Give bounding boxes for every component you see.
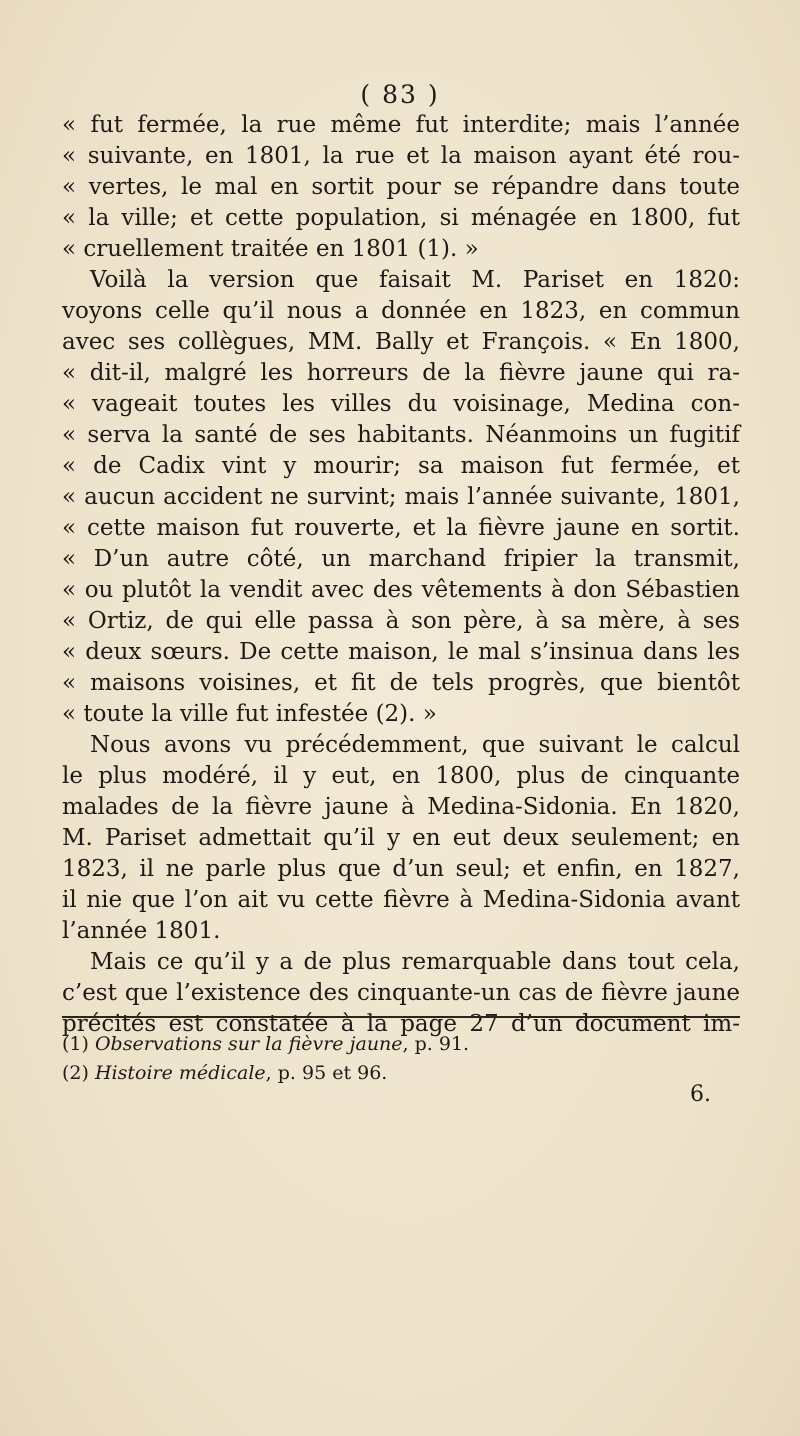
text-line: Voilà la version que faisait M. Pariset en 1820:: [90, 267, 740, 293]
text-line: « Ortiz, de qui elle passa à son père, à sa mère, à ses: [62, 608, 740, 634]
text-line: 1823, il ne parle plus que d’un seul; et enfin, en 1827,: [62, 856, 740, 882]
text-line: « D’un autre côté, un marchand fripier la transmit,: [62, 546, 740, 572]
text-line: « cruellement traitée en 1801 (1). »: [62, 236, 479, 262]
text-line: c’est que l’existence des cinquante-un cas de fièvre jaune: [62, 980, 740, 1006]
text-line: voyons celle qu’il nous a donnée en 1823, en commun: [62, 298, 740, 324]
text-line: « cette maison fut rouverte, et la fièvre jaune en sortit.: [62, 515, 740, 541]
text-line: « suivante, en 1801, la rue et la maison ayant été rou-: [62, 143, 740, 169]
text-line: l’année 1801.: [62, 918, 221, 944]
text-line: M. Pariset admettait qu’il y en eut deux seulement; en: [62, 825, 740, 851]
text-line: « fut fermée, la rue même fut interdite; mais l’année: [62, 112, 740, 138]
text-line: « serva la santé de ses habitants. Néanmoins un fugitif: [62, 422, 740, 448]
text-line: Mais ce qu’il y a de plus remarquable dans tout cela,: [90, 949, 740, 975]
page-number: ( 83 ): [360, 80, 440, 109]
signature-mark: 6.: [690, 1082, 711, 1107]
text-line: « vertes, le mal en sortit pour se répandre dans toute: [62, 174, 740, 200]
text-line: précités est constatée à la page 27 d’un document im-: [62, 1011, 740, 1037]
text-line: « vageait toutes les villes du voisinage, Medina con-: [62, 391, 740, 417]
text-line: « ou plutôt la vendit avec des vêtements à don Sébastien: [62, 577, 740, 603]
text-line: « maisons voisines, et fit de tels progrès, que bientôt: [62, 670, 740, 696]
text-line: Nous avons vu précédemment, que suivant le calcul: [90, 732, 740, 758]
footnote-title: Histoire médicale: [94, 1062, 266, 1084]
text-line: malades de la fièvre jaune à Medina-Sidonia. En 1820,: [62, 794, 740, 820]
text-line: « de Cadix vint y mourir; sa maison fut fermée, et: [62, 453, 740, 479]
text-line: « la ville; et cette population, si ménagée en 1800, fut: [62, 205, 740, 231]
text-line: avec ses collègues, MM. Bally et François. « En 1800,: [62, 329, 740, 355]
footnotes: [62, 1030, 740, 1088]
footnote-title: Observations sur la fièvre jaune: [94, 1033, 403, 1055]
footnote-2: [62, 1059, 740, 1088]
text-line: le plus modéré, il y eut, en 1800, plus de cinquante: [62, 763, 740, 789]
footnote-ref: , p. 95 et 96.: [265, 1062, 388, 1084]
footnote-marker: (2): [62, 1062, 89, 1084]
text-line: « toute la ville fut infestée (2). »: [62, 701, 437, 727]
footnote-1: [62, 1030, 740, 1059]
text-line: il nie que l’on ait vu cette fièvre à Medina-Sidonia avant: [62, 887, 740, 913]
footnote-rule: [62, 1016, 740, 1018]
body-text: [62, 110, 740, 1040]
text-line: « deux sœurs. De cette maison, le mal s’insinua dans les: [62, 639, 740, 665]
footnote-marker: (1): [62, 1033, 89, 1055]
text-line: « dit-il, malgré les horreurs de la fièvre jaune qui ra-: [62, 360, 740, 386]
footnote-ref: , p. 91.: [402, 1033, 470, 1055]
text-line: « aucun accident ne survint; mais l’année suivante, 1801,: [62, 484, 740, 510]
